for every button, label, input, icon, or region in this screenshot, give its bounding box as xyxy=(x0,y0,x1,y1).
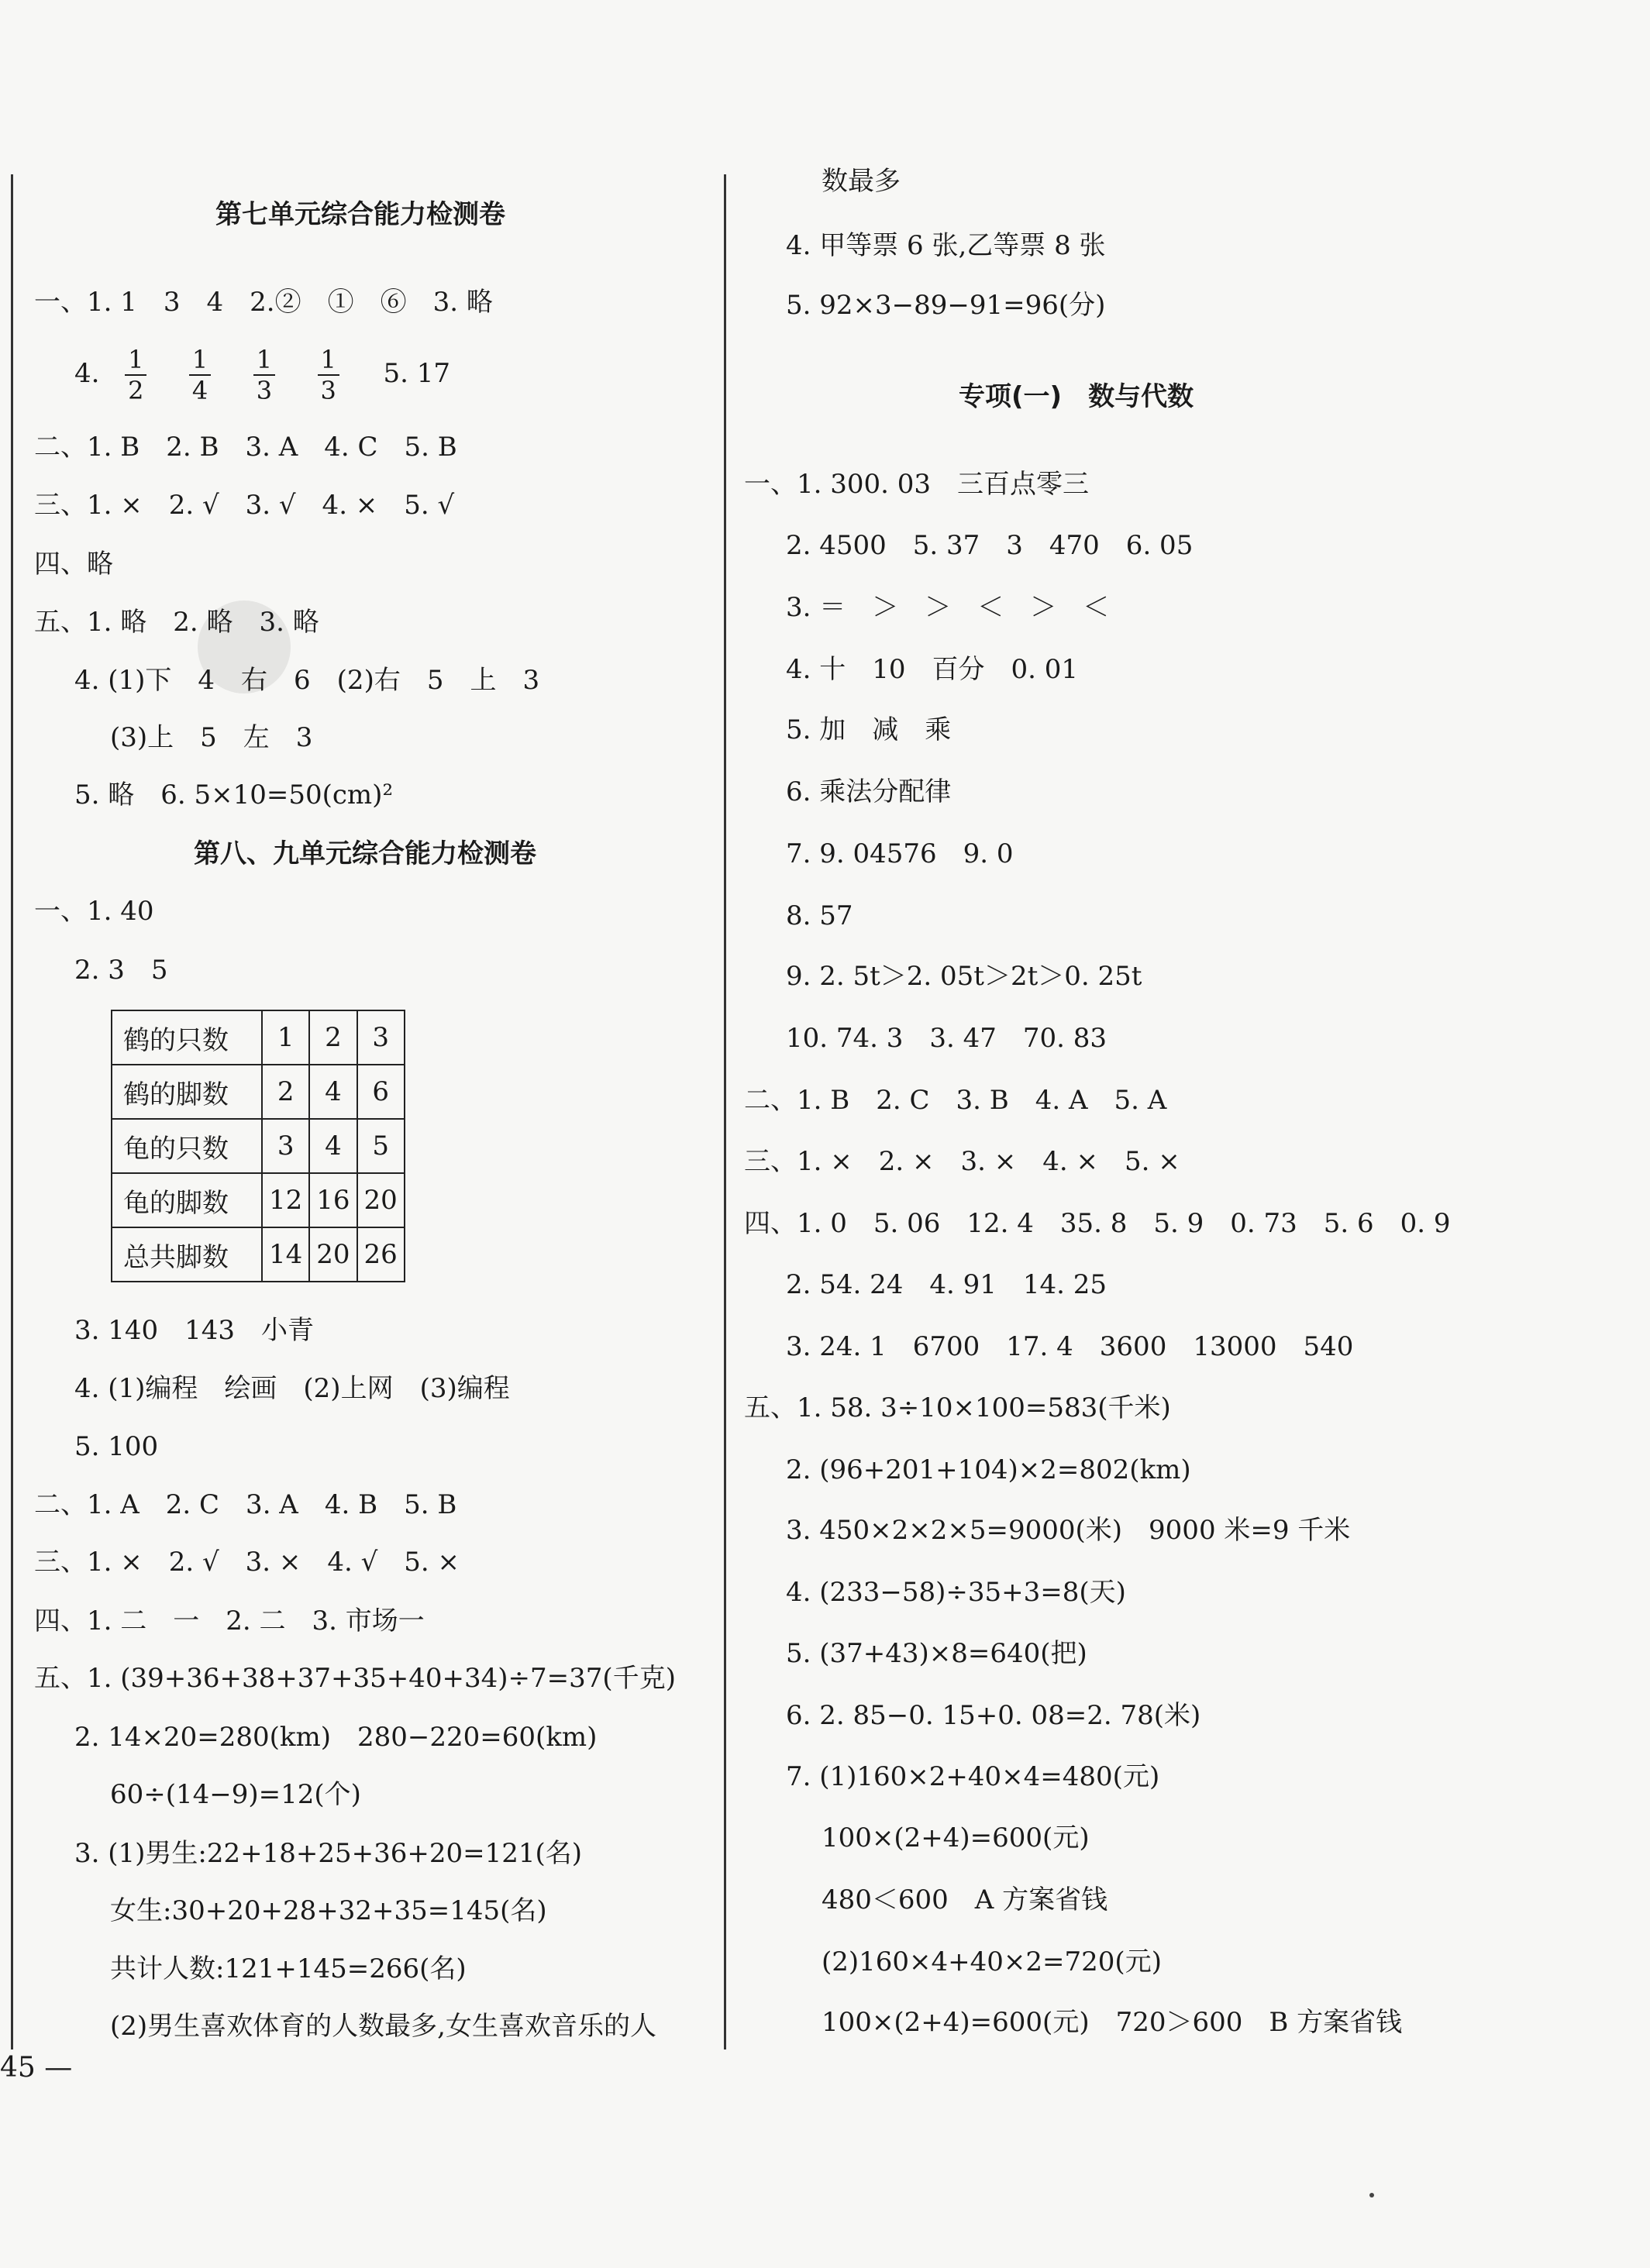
table-cell: 14 xyxy=(262,1227,309,1282)
answer-line: 五、1. (39+36+38+37+35+40+34)÷7=37(千克) xyxy=(34,1663,676,1694)
center-column-rule xyxy=(724,174,726,2049)
answer-line: 60÷(14−9)=12(个) xyxy=(110,1779,361,1810)
answer-line: 二、1. B 2. B 3. A 4. C 5. B xyxy=(34,432,457,463)
answer-line: 2. 14×20=280(km) 280−220=60(km) xyxy=(74,1722,598,1753)
print-speck xyxy=(1369,2193,1374,2197)
answer-line: (2)男生喜欢体育的人数最多,女生喜欢音乐的人 xyxy=(110,2011,656,2042)
fraction: $\frac{1}{2}$ xyxy=(125,346,146,404)
answer-line: 10. 74. 3 3. 47 70. 83 xyxy=(786,1023,1107,1054)
answer-line: 一、1. 1 3 4 2.② ① ⑥ 3. 略 xyxy=(34,287,493,318)
answer-line: 100×(2+4)=600(元) 720＞600 B 方案省钱 xyxy=(822,2007,1403,2038)
table-cell: 16 xyxy=(309,1173,357,1227)
table-cell: 5 xyxy=(357,1119,405,1173)
table-row-label: 龟的脚数 xyxy=(112,1173,262,1227)
answer-line: 7. 9. 04576 9. 0 xyxy=(786,838,1014,869)
answer-line: 五、1. 略 2. 略 3. 略 xyxy=(34,607,319,638)
table-cell: 3 xyxy=(357,1010,405,1065)
table-row xyxy=(112,1010,405,1065)
answer-line: 3. 24. 1 6700 17. 4 3600 13000 540 xyxy=(786,1331,1354,1362)
table-cell: 2 xyxy=(309,1010,357,1065)
table-cell: 2 xyxy=(262,1065,309,1119)
answer-line: 4. (1)编程 绘画 (2)上网 (3)编程 xyxy=(74,1373,510,1404)
answer-line: 6. 乘法分配律 xyxy=(786,776,952,807)
answer-line: (2)160×4+40×2=720(元) xyxy=(822,1946,1162,1977)
answer-line: 4. 十 10 百分 0. 01 xyxy=(786,654,1079,685)
answer-line: 2. 54. 24 4. 91 14. 25 xyxy=(786,1269,1107,1300)
table-row-label: 鹤的只数 xyxy=(112,1010,262,1065)
table-row-label: 龟的只数 xyxy=(112,1119,262,1173)
answer-line: 2. (96+201+104)×2=802(km) xyxy=(786,1454,1191,1485)
answer-line: 四、1. 二 一 2. 二 3. 市场一 xyxy=(34,1605,425,1636)
page-number: 45 — xyxy=(0,2052,73,2084)
table-cell: 20 xyxy=(357,1173,405,1227)
section-heading-topic1: 专项(一) 数与代数 xyxy=(959,381,1194,412)
answer-line: 女生:30+20+28+32+35=145(名) xyxy=(110,1895,547,1926)
crane-turtle-table xyxy=(111,1010,405,1282)
table-cell: 12 xyxy=(262,1173,309,1227)
table-cell: 1 xyxy=(262,1010,309,1065)
answer-line: 8. 57 xyxy=(786,900,853,931)
table-cell: 3 xyxy=(262,1119,309,1173)
answer-line: 二、1. B 2. C 3. B 4. A 5. A xyxy=(744,1085,1167,1116)
answer-line: 2. 3 5 xyxy=(74,955,168,986)
section-heading-unit7: 第七单元综合能力检测卷 xyxy=(215,199,505,230)
fraction-prefix: 4. xyxy=(74,358,100,389)
table-cell: 26 xyxy=(357,1227,405,1282)
answer-line: 四、略 xyxy=(34,549,113,580)
section-heading-unit8-9: 第八、九单元综合能力检测卷 xyxy=(194,838,536,869)
answer-line: 二、1. A 2. C 3. A 4. B 5. B xyxy=(34,1489,457,1520)
answer-line: 5. (37+43)×8=640(把) xyxy=(786,1638,1087,1669)
table-row xyxy=(112,1173,405,1227)
table-row-label: 鹤的脚数 xyxy=(112,1065,262,1119)
left-margin-rule xyxy=(11,174,13,2049)
answer-line: 共计人数:121+145=266(名) xyxy=(110,1953,467,1984)
answer-line: 4. 甲等票 6 张,乙等票 8 张 xyxy=(786,230,1106,261)
answer-line: 3. (1)男生:22+18+25+36+20=121(名) xyxy=(74,1838,583,1869)
answer-line: 4. (1)下 4 右 6 (2)右 5 上 3 xyxy=(74,665,540,696)
answer-line: 三、1. × 2. × 3. × 4. × 5. × xyxy=(744,1146,1180,1177)
table-cell: 4 xyxy=(309,1119,357,1173)
answer-line: 四、1. 0 5. 06 12. 4 35. 8 5. 9 0. 73 5. 6 0. 9 xyxy=(744,1208,1451,1239)
answer-line: 三、1. × 2. √ 3. × 4. √ 5. × xyxy=(34,1547,460,1578)
answer-line: 三、1. × 2. √ 3. √ 4. × 5. √ xyxy=(34,490,455,521)
table-cell: 4 xyxy=(309,1065,357,1119)
answer-line: 3. ＝ ＞ ＞ ＜ ＞ ＜ xyxy=(786,592,1110,623)
answer-line: 3. 450×2×2×5=9000(米) 9000 米=9 千米 xyxy=(786,1515,1351,1546)
table-row-label: 总共脚数 xyxy=(112,1227,262,1282)
answer-line: 5. 92×3−89−91=96(分) xyxy=(786,290,1106,321)
answer-line: 5. 100 xyxy=(74,1431,159,1462)
answer-line: 一、1. 300. 03 三百点零三 xyxy=(744,469,1090,500)
table-row xyxy=(112,1227,405,1282)
answer-line: 7. (1)160×2+40×4=480(元) xyxy=(786,1761,1160,1792)
answer-line: 3. 140 143 小青 xyxy=(74,1315,315,1346)
answer-line: 100×(2+4)=600(元) xyxy=(822,1822,1090,1853)
fraction: $\frac{1}{3}$ xyxy=(253,346,275,404)
answer-line: 数最多 xyxy=(822,166,901,197)
answer-line: 五、1. 58. 3÷10×100=583(千米) xyxy=(744,1392,1171,1423)
answer-line: 5. 略 6. 5×10=50(cm)² xyxy=(74,780,394,810)
table-row xyxy=(112,1119,405,1173)
answer-line: 4. (233−58)÷35+3=8(天) xyxy=(786,1577,1126,1608)
table-cell: 20 xyxy=(309,1227,357,1282)
answer-line: 5. 加 减 乘 xyxy=(786,714,952,745)
fraction: $\frac{1}{4}$ xyxy=(189,346,211,404)
answer-line-fractions xyxy=(74,341,450,406)
answer-line: 一、1. 40 xyxy=(34,896,154,927)
answer-line: 2. 4500 5. 37 3 470 6. 05 xyxy=(786,530,1194,561)
answer-line: 9. 2. 5t＞2. 05t＞2t＞0. 25t xyxy=(786,961,1142,992)
fraction-suffix: 5. 17 xyxy=(383,358,451,389)
table-row xyxy=(112,1065,405,1119)
answer-line: (3)上 5 左 3 xyxy=(110,722,313,753)
answer-line: 6. 2. 85−0. 15+0. 08=2. 78(米) xyxy=(786,1700,1201,1731)
answer-line: 480＜600 A 方案省钱 xyxy=(822,1884,1108,1915)
fraction: $\frac{1}{3}$ xyxy=(318,346,339,404)
table-cell: 6 xyxy=(357,1065,405,1119)
